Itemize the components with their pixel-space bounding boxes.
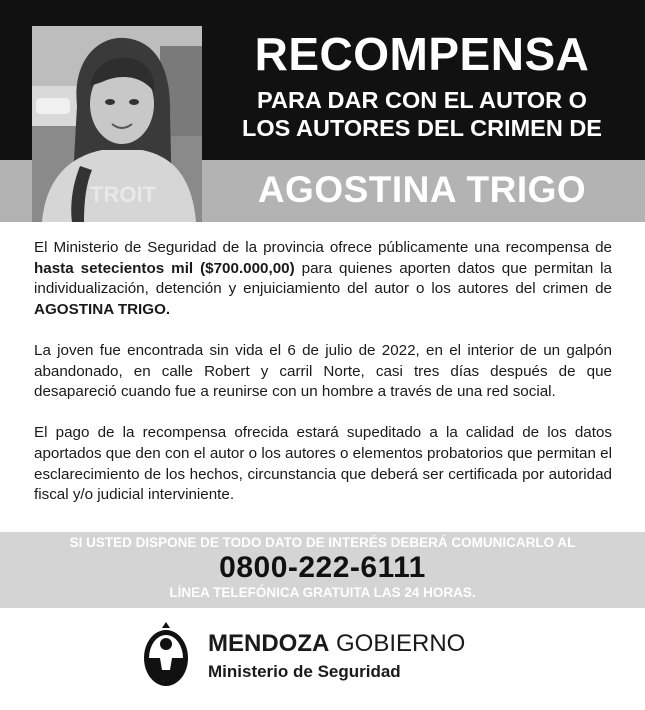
paragraph-offer xyxy=(34,238,612,320)
paragraph-conditions: El pago de la recompensa ofrecida estará supeditado a la calidad de los datos aportados que den con el autor o los autores o elementos probatorios que permitan el esclarecimiento de los hechos, circunstancia que deberá ser certificada por autoridad fiscal y/o judicial interviniente. xyxy=(34,424,612,504)
offer-text-b: para quienes aporten datos que permitan la individualización, detención y enjuiciamiento del autor o los autores del crimen de xyxy=(34,259,612,298)
reward-subtitle-line-1: PARA DAR CON EL AUTOR O xyxy=(257,87,587,113)
victim-name: AGOSTINA TRIGO xyxy=(257,169,587,210)
shirt-text: TROIT xyxy=(90,182,156,207)
government-name xyxy=(208,630,465,658)
government-name-rest: GOBIERNO xyxy=(329,630,466,657)
government-name-strong: MENDOZA xyxy=(208,630,330,657)
reward-subtitle xyxy=(222,86,622,142)
offer-victim-name: AGOSTINA TRIGO. xyxy=(34,300,171,318)
reward-title: RECOMPENSA xyxy=(254,28,590,80)
offer-text-a: El Ministerio de Seguridad de la provincia ofrece públicamente una recompensa de xyxy=(34,239,612,256)
reward-subtitle-line-2: LOS AUTORES DEL CRIMEN DE xyxy=(242,115,602,141)
offer-amount: hasta setecientos mil ($700.000,00) xyxy=(34,259,295,277)
provincial-seal-icon xyxy=(140,618,192,690)
body-text xyxy=(34,238,612,526)
hotline-note: LÍNEA TELEFÓNICA GRATUITA LAS 24 HORAS. xyxy=(169,585,476,600)
hotline-number[interactable]: 0800-222-6111 xyxy=(219,551,426,584)
victim-photo xyxy=(32,26,202,222)
ministry-name: Ministerio de Seguridad xyxy=(208,662,401,681)
paragraph-facts: La joven fue encontrada sin vida el 6 de julio de 2022, en el interior de un galpón abandonado, en calle Robert y carril Norte, casi tres días después de que desapareció cuando fue a reunirse con un hombre a través de una red social. xyxy=(34,341,612,401)
contact-instruction: SI USTED DISPONE DE TODO DATO DE INTERÉS DEBERÁ COMUNICARLO AL xyxy=(69,535,576,550)
